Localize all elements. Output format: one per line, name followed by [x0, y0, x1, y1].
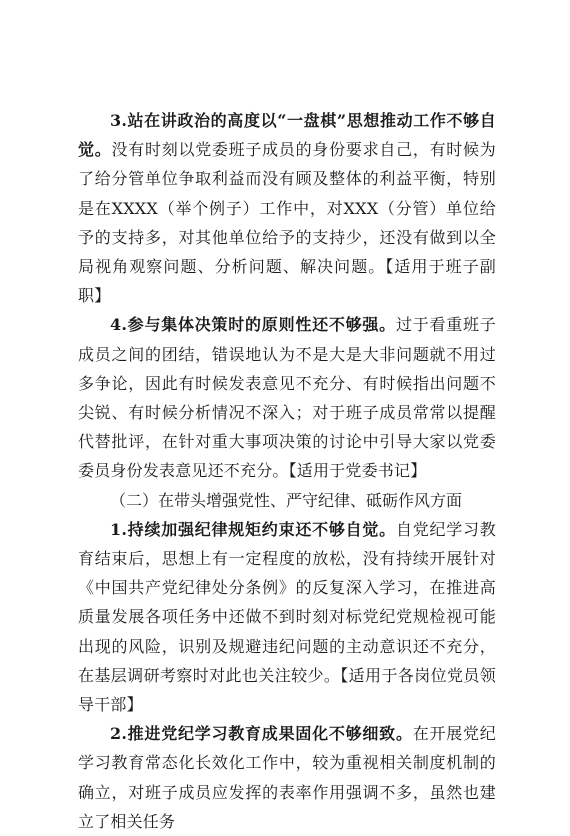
paragraph-1-heading: 1.持续加强纪律规矩约束还不够自觉。 [110, 519, 396, 539]
paragraph-2-heading: 2.推进党纪学习教育成果固化不够细致。 [110, 724, 413, 744]
paragraph-4-tag: 【适用于党委书记】 [288, 461, 427, 481]
paragraph-3-tag: 【适用于班子副职】 [78, 257, 496, 306]
document-body [78, 106, 496, 836]
paragraph-4-text: 过于看重班子成员之间的团结，错误地认为不是大是大非问题就不用过多争论，因此有时候发表意见不充分、有时候指出问题不尖锐、有时候分析情况不深入；对于班子成员常常以提醒代替批评，在针对重大事项决策的讨论中引导大家以党委委员身份发表意见还不充分。 [78, 315, 496, 481]
paragraph-1-text: 自党纪学习教育结束后，思想上有一定程度的放松，没有持续开展针对《中国共产党纪律处分条例》的反复深入学习，在推进高质量发展各项任务中还做不到时刻对标党纪党规检视可能出现的风险，识别及规避违纪问题的主动意识还不充分，在基层调研考察时对此也关注较少。 [78, 519, 496, 685]
paragraph-3-heading: 3.站在讲政治的高度以“一盘棋”思想推动工作不够自觉。 [78, 111, 496, 160]
paragraph-2-text: 在开展党纪学习教育常态化长效化工作中，较为重视相关制度机制的确立，对班子成员应发挥的表率作用强调不多，虽然也建立了相关任务 [78, 724, 496, 831]
paragraph-1 [78, 515, 496, 719]
paragraph-4-heading: 4.参与集体决策时的原则性还不够强。 [110, 315, 396, 335]
section-heading-2: （二）在带头增强党性、严守纪律、砥砺作风方面 [110, 490, 463, 510]
paragraph-2 [78, 719, 496, 836]
paragraph-3 [78, 106, 496, 310]
paragraph-1-tag: 【适用于各岗位党员领导干部】 [78, 665, 496, 715]
paragraph-4 [78, 310, 496, 485]
paragraph-3-text: 没有时刻以党委班子成员的身份要求自己，有时候为了给分管单位争取利益而没有顾及整体的利益平衡，特别是在XXXX（举个例子）工作中，对XXX（分管）单位给予的支持多，对其他单位给予的支持少，还没有做到以全局视角观察问题、分析问题、解决问题。 [78, 140, 496, 277]
